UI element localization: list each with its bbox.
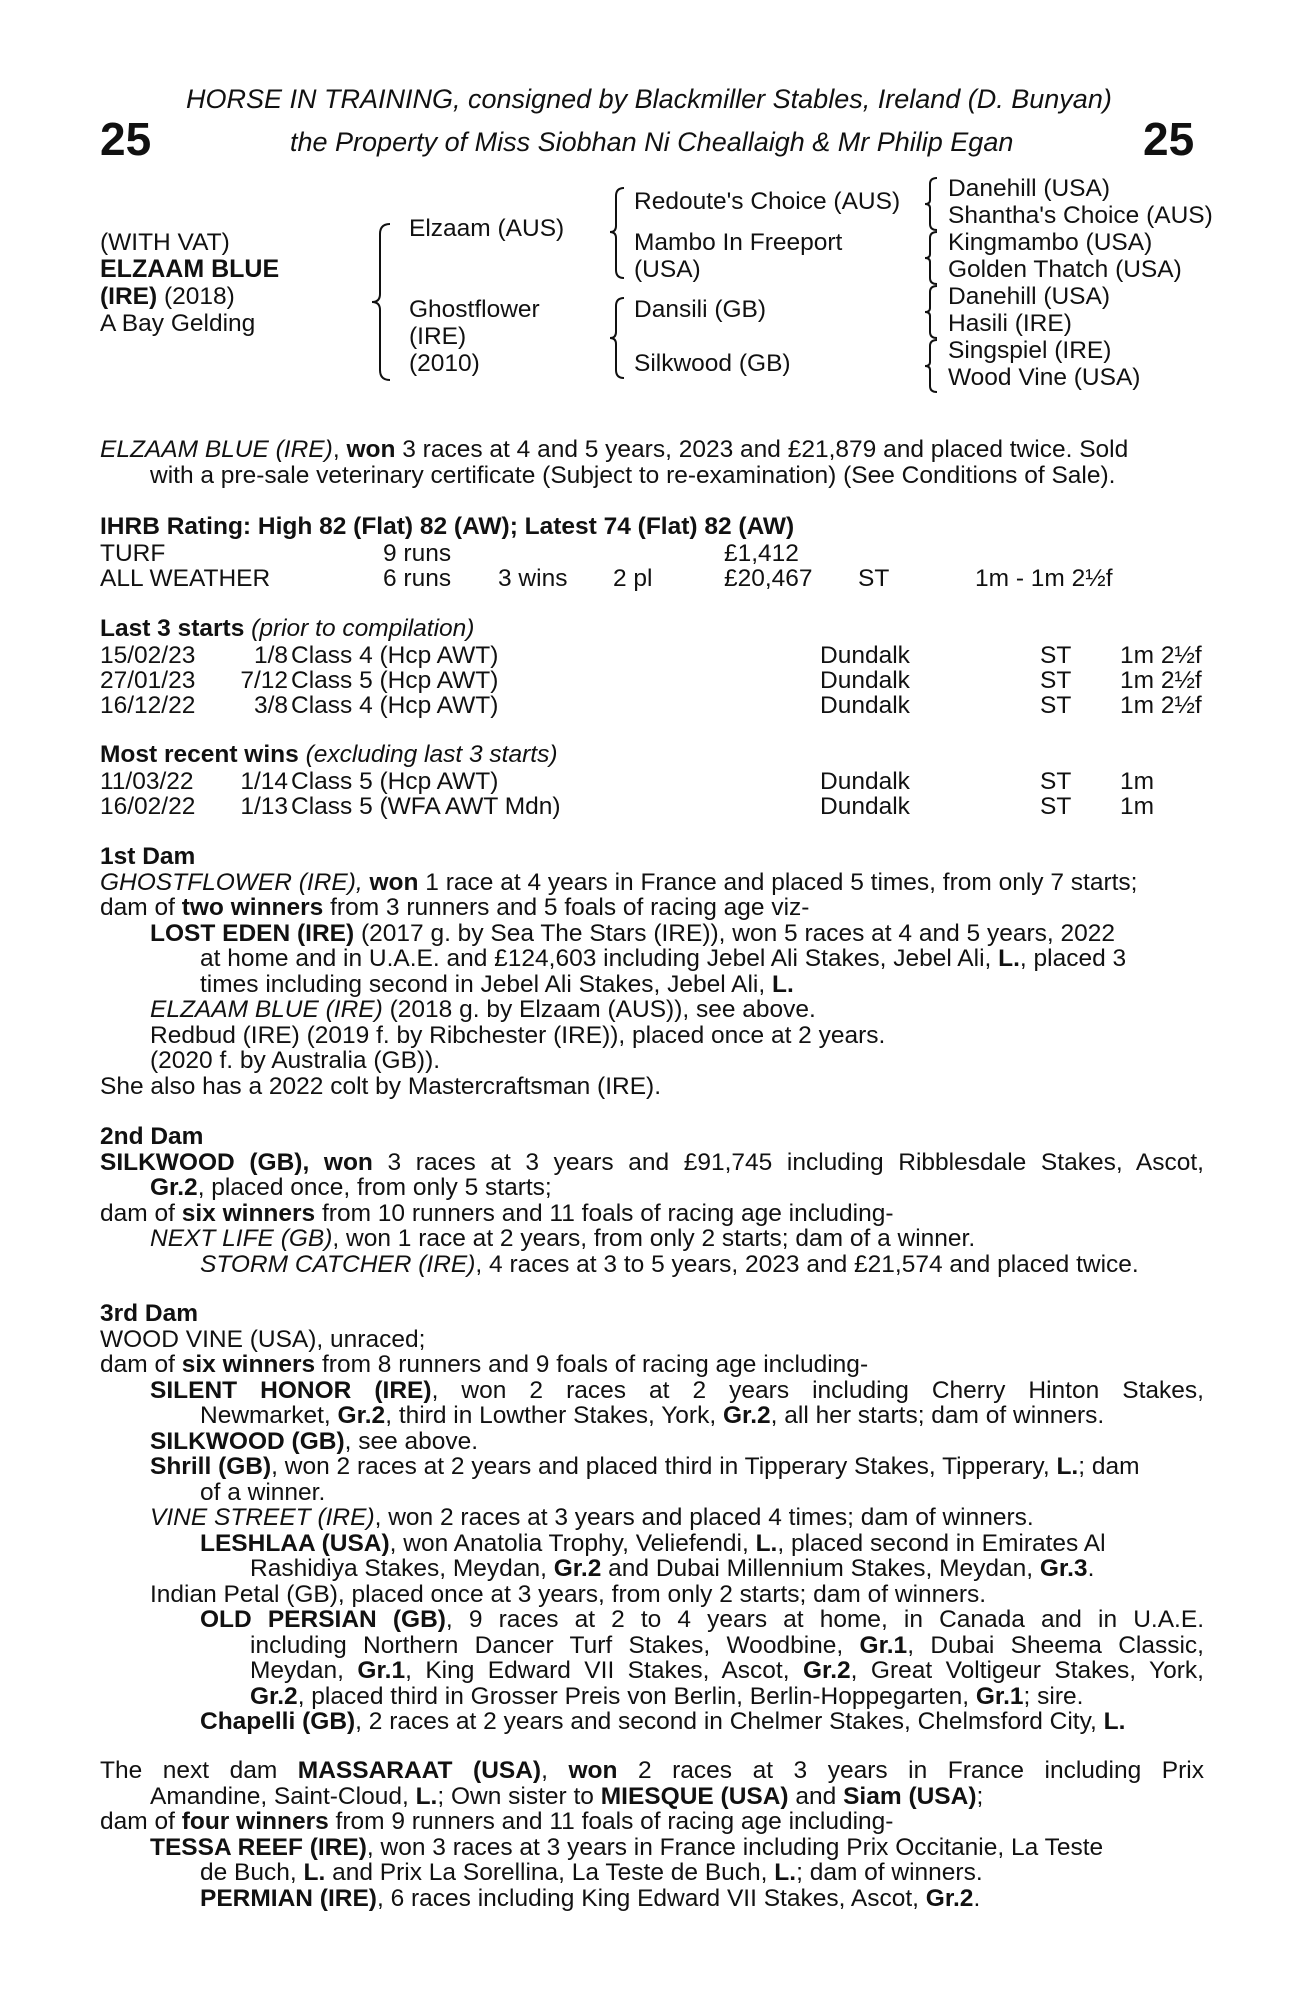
lot-number-left: 25: [100, 113, 152, 165]
race-summary: ELZAAM BLUE (IRE), won 3 races at 4 and 5 years, 2023 and £21,879 and placed twice. Sold with a pre-sale veterinary certificate (Subject to re-examination) (See Conditions of Sale).: [100, 437, 1204, 488]
pedigree-brace-dam: [608, 296, 628, 380]
ihrb-rating: IHRB Rating: High 82 (Flat) 82 (AW); Latest 74 (Flat) 82 (AW): [100, 513, 795, 540]
horse-year: (2018): [157, 283, 235, 310]
first-dam-heading: 1st Dam: [100, 843, 196, 870]
second-dam-section: 2nd Dam SILKWOOD (GB), won 3 races at 3 years and £91,745 including Ribblesdale Stakes, Ascot, Gr.2, placed once, from only 5 starts; dam of six winners from 10 runners and 11 foals of racing age including- NEXT LIFE (GB), won 1 race at 2 years, from only 2 starts; dam of a winner. STORM CATCHER (IRE), 4 races at 3 to 5 years, 2023 and £21,574 and placed twice.: [100, 1123, 1204, 1278]
vat-label: (WITH VAT): [100, 229, 230, 256]
gg-3: Kingmambo (USA): [948, 229, 1153, 256]
dam-line1: Ghostflower: [409, 296, 540, 323]
dam-line3: (2010): [409, 350, 480, 377]
summary-horse-name: ELZAAM BLUE (IRE): [100, 436, 333, 463]
gg-7: Singspiel (IRE): [948, 337, 1112, 364]
pedigree-brace-g3: [924, 284, 940, 340]
gg-2: Shantha's Choice (AUS): [948, 202, 1213, 229]
pedigree-brace-g4: [924, 338, 940, 394]
recent-wins-heading: Most recent wins (excluding last 3 starts): [100, 741, 558, 768]
sire-dam-line1: Mambo In Freeport: [634, 229, 843, 256]
third-dam-section: 3rd Dam WOOD VINE (USA), unraced; dam of six winners from 8 runners and 9 foals of racing age including- SILENT HONOR (IRE), won 2 races at 2 years including Cherry Hinton Stakes, Newmarket, Gr.2, third in Lowther Stakes, York, Gr.2, all her starts; dam of winners. SILKWOOD (GB), see above. Shrill (GB), won 2 races at 2 years and placed third in Tipperary Stakes, Tipperary, L.; dam of a winner. VINE STREET (IRE), won 2 races at 3 years and placed 4 times; dam of winners. LESHLAA (USA), won Anatolia Trophy, Veliefendi, L., placed second in Emirates Al Rashidiya Stakes, Meydan, Gr.2 and Dubai Millennium Stakes, Meydan, Gr.3. Indian Petal (GB), placed once at 3 years, from only 2 starts; dam of winners. OLD PERSIAN (GB), 9 races at 2 to 4 years at home, in Canada and in U.A.E. including Northern Dancer Turf Stakes, Woodbine, Gr.1, Dubai Sheema Classic, Meydan, Gr.1, King Edward VII Stakes, Ascot, Gr.2, Great Voltigeur Stakes, York, Gr.2, placed third in Grosser Preis von Berlin, Berlin-Hoppegarten, Gr.1; sire. Chapelli (GB), 2 races at 2 years and second in Chelmer Stakes, Chelmsford City, L.: [100, 1300, 1204, 1735]
gg-8: Wood Vine (USA): [948, 364, 1141, 391]
sire-dam-line2: (USA): [634, 256, 701, 283]
lot-number-right: 25: [1143, 113, 1195, 165]
dam-dam: Silkwood (GB): [634, 350, 791, 377]
pedigree-brace-sire: [608, 186, 628, 280]
horse-origin-year: [100, 283, 235, 310]
pedigree-brace-g2: [924, 230, 940, 286]
last-starts-heading: Last 3 starts (prior to compilation): [100, 615, 475, 642]
pedigree-brace-g1: [924, 176, 940, 232]
horse-description: A Bay Gelding: [100, 310, 256, 337]
gg-1: Danehill (USA): [948, 175, 1111, 202]
summary-won: won: [346, 436, 396, 463]
property-line: the Property of Miss Siobhan Ni Cheallaigh & Mr Philip Egan: [290, 127, 1014, 157]
gg-4: Golden Thatch (USA): [948, 256, 1182, 283]
horse-name: ELZAAM BLUE: [100, 255, 280, 283]
sire-sire: Redoute's Choice (AUS): [634, 188, 901, 215]
next-dam-section: The next dam MASSARAAT (USA), won 2 races at 3 years in France including Prix Amandine, Saint-Cloud, L.; Own sister to MIESQUE (USA) and Siam (USA); dam of four winners from 9 runners and 11 foals of racing age including- TESSA REEF (IRE), won 3 races at 3 years in France including Prix Occitanie, La Teste de Buch, L. and Prix La Sorellina, La Teste de Buch, L.; dam of winners. PERMIAN (IRE), 6 races including King Edward VII Stakes, Ascot, Gr.2.: [100, 1757, 1204, 1912]
pedigree-brace-main: [370, 222, 394, 382]
summary-vet-note: with a pre-sale veterinary certificate (Subject to re-examination) (See Conditions of Sale).: [150, 461, 1116, 489]
consignor-line: HORSE IN TRAINING, consigned by Blackmiller Stables, Ireland (D. Bunyan): [186, 84, 1112, 114]
horse-origin: (IRE): [100, 283, 158, 310]
dam-line2: (IRE): [409, 323, 467, 350]
first-dam-section: 1st Dam GHOSTFLOWER (IRE), won 1 race at 4 years in France and placed 5 times, from only 7 starts; dam of two winners from 3 runners and 5 foals of racing age viz- LOST EDEN (IRE) (2017 g. by Sea The Stars (IRE)), won 5 races at 4 and 5 years, 2022 at home and in U.A.E. and £124,603 including Jebel Ali Stakes, Jebel Ali, L., placed 3 times including second in Jebel Ali Stakes, Jebel Ali, L. ELZAAM BLUE (IRE) (2018 g. by Elzaam (AUS)), see above. Redbud (IRE) (2019 f. by Ribchester (IRE)), placed once at 2 years. (2020 f. by Australia (GB)). She also has a 2022 colt by Mastercraftsman (IRE).: [100, 844, 1204, 1099]
sire: Elzaam (AUS): [409, 215, 565, 242]
gg-6: Hasili (IRE): [948, 310, 1072, 337]
gg-5: Danehill (USA): [948, 283, 1111, 310]
third-dam-heading: 3rd Dam: [100, 1300, 199, 1327]
second-dam-heading: 2nd Dam: [100, 1123, 204, 1150]
dam-sire: Dansili (GB): [634, 296, 767, 323]
